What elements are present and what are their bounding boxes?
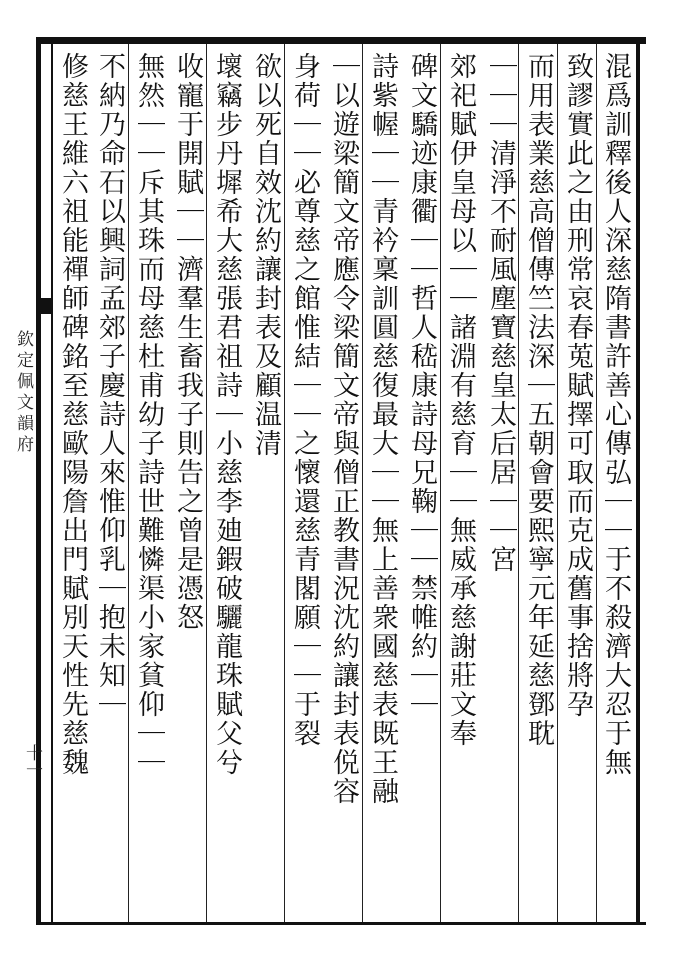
frame-right-border xyxy=(636,37,640,925)
frame-bottom-border xyxy=(36,922,646,925)
text-column-6: 碑文驕迹康衢｜｜哲人嵇康詩母兄鞠｜｜禁帷約｜｜ xyxy=(406,52,437,719)
frame-inner-rule xyxy=(51,44,53,925)
text-column-11: 壞竊步丹墀希大慈張君祖詩｜小慈李廸鍜破驪龍珠賦父兮 xyxy=(211,52,242,777)
text-column-3: 而用表業慈高僧傳竺法深｜五朝會要熙寧元年延慈鄧耽 xyxy=(523,52,554,748)
text-column-9: 身荷｜｜必尊慈之館惟結｜｜之懷還慈青閣願｜｜于裂 xyxy=(289,52,320,748)
text-column-2: 致謬實此之由刑常哀春莵賦擇可取而克成舊事捨將孕 xyxy=(562,52,593,719)
text-column-15: 修慈王維六祖能禪師碑銘至慈歐陽詹出門賦別天性先慈魏 xyxy=(57,52,88,777)
text-column-8: ｜以遊梁簡文帝應令梁簡文帝與僧正教書況沈約讓封表侻容 xyxy=(328,52,359,806)
text-column-4: ｜｜｜清淨不耐風塵寶慈皇太后居｜｜宮 xyxy=(485,52,516,574)
text-column-12: 收寵于開賦｜｜濟羣生畜我子則告之曾是憑怒 xyxy=(172,52,203,632)
fish-tail-ornament xyxy=(36,298,53,312)
margin-folio-number: 十一 xyxy=(22,744,42,778)
frame-left-border xyxy=(36,37,41,925)
text-column-10: 欲以死自效沈約讓封表及顧温清 xyxy=(250,52,281,458)
text-column-13: 無然｜｜斥其珠而母慈杜甫幼子詩世難憐渠小家貧仰｜｜ xyxy=(133,52,164,777)
margin-book-title: 欽定佩文韻府 xyxy=(13,330,33,456)
frame-top-border xyxy=(36,37,646,44)
text-column-7: 詩紫幄｜｜青衿稟訓圓慈復最大｜｜無上善衆國慈表既王融 xyxy=(367,52,398,806)
text-column-5: 郊祀賦伊皇母以｜｜諸淵有慈育｜｜無威承慈謝莊文奉 xyxy=(445,52,476,748)
text-column-14: 不納乃命石以興詞孟郊子慶詩人來惟仰乳｜抱未知｜ xyxy=(94,52,125,719)
text-column-1: 混爲訓釋後人深慈隋書許善心傳弘｜｜于不殺濟大忍于無 xyxy=(600,52,631,777)
fish-tail-notch xyxy=(39,312,51,320)
